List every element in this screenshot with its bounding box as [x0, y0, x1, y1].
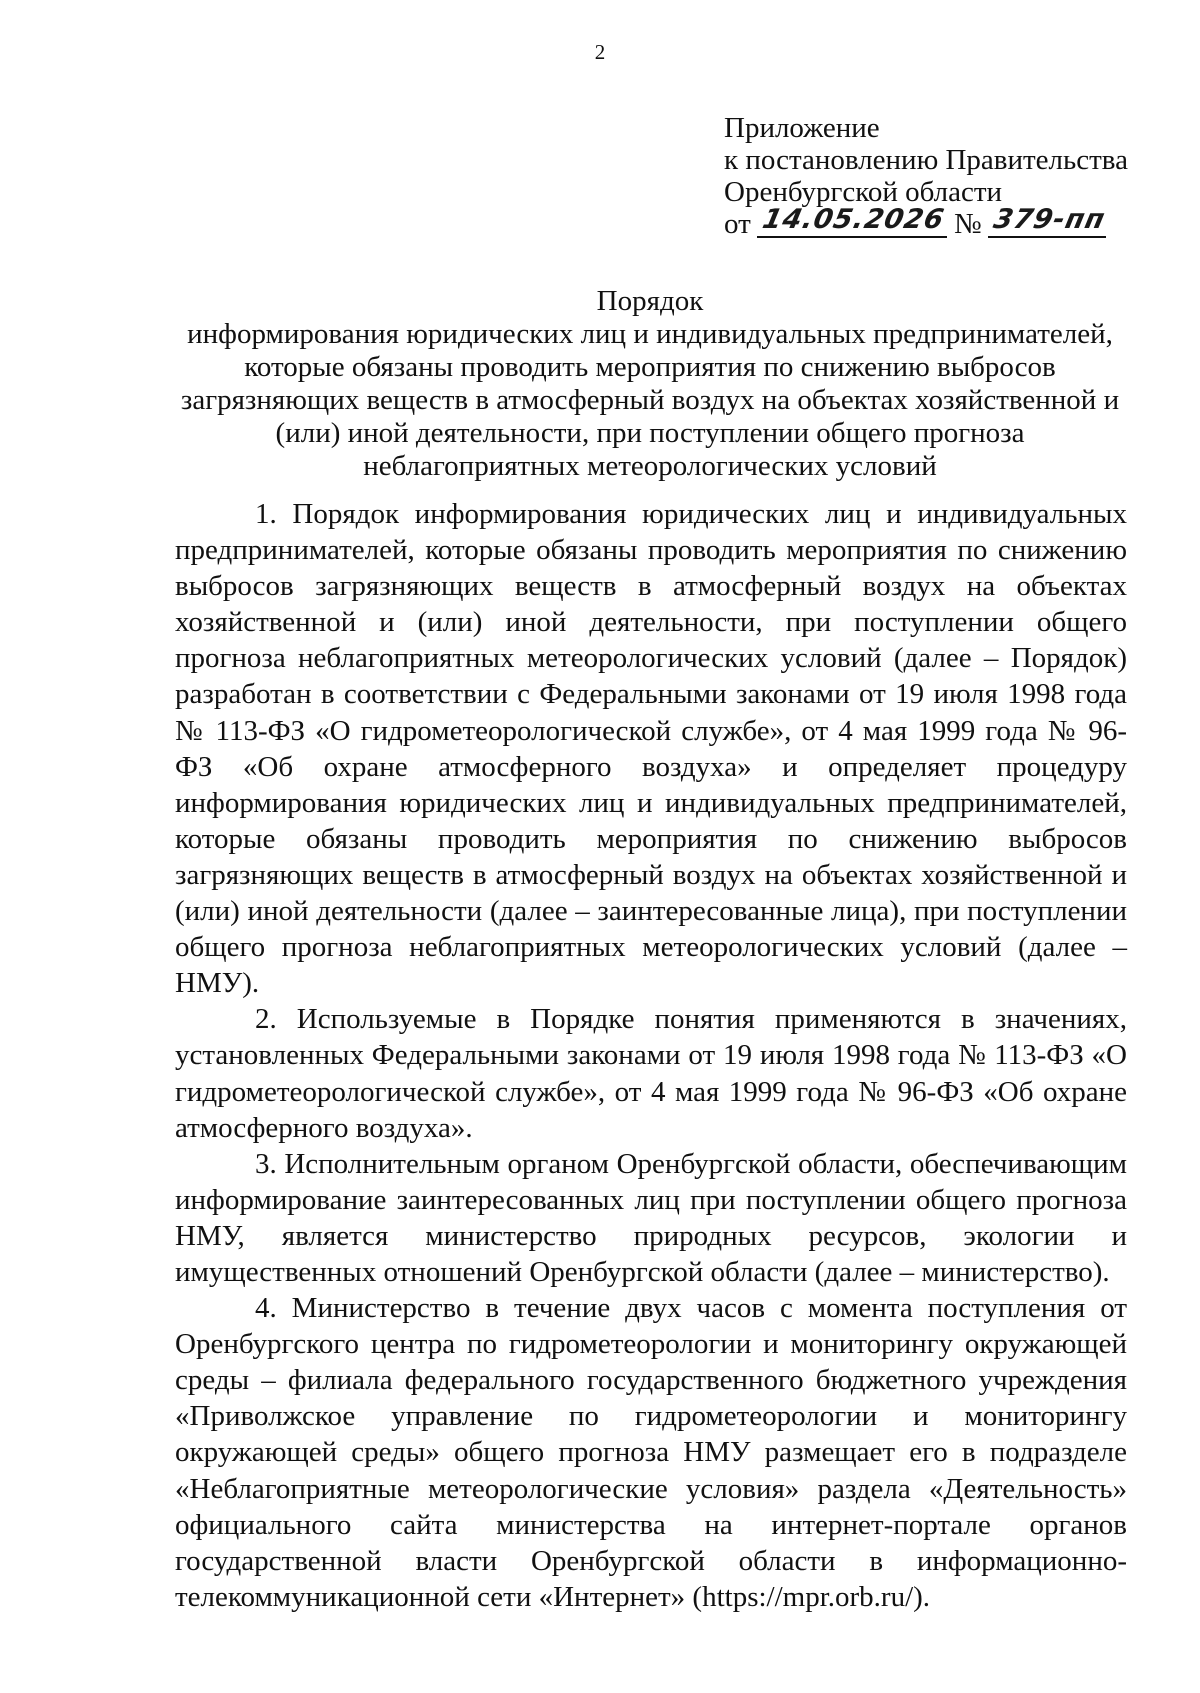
paragraph-1: 1. Порядок информирования юридических лиц и индивидуальных предпринимателей, которые обязаны проводить мероприятия по снижению выбросов загрязняющих веществ в атмосферный воздух на объектах хозяйственной и (или) иной деятельности, при поступлении общего прогноза неблагоприятных метеорологических условий (далее – Порядок) разработан в соответствии с Федеральными законами от 19 июля 1998 года № 113-ФЗ «О гидрометеорологической службе», от 4 мая 1999 года № 96-ФЗ «Об охране атмосферного воздуха» и определяет процедуру информирования юридических лиц и индивидуальных предпринимателей, которые обязаны проводить мероприятия по снижению выбросов загрязняющих веществ в атмосферный воздух на объектах хозяйственной и (или) иной деятельности (далее – заинтересованные лица), при поступлении общего прогноза неблагоприятных метеорологических условий (далее – НМУ). [175, 498, 1127, 1000]
paragraph-2: 2. Используемые в Порядке понятия применяются в значениях, установленных Федеральными законами от 19 июля 1998 года № 113-ФЗ «О гидрометеорологической службе», от 4 мая 1999 года № 96-ФЗ «Об охране атмосферного воздуха». [175, 1003, 1127, 1144]
number-underline [988, 236, 1106, 238]
date-underline [757, 236, 947, 238]
paragraph-3: 3. Исполнительным органом Оренбургской области, обеспечивающим информирование заинтересованных лиц при поступлении общего прогноза НМУ, является министерство природных ресурсов, экологии и имущественных отношений Оренбургской области (далее – министерство). [175, 1147, 1127, 1288]
handwritten-number [988, 204, 1109, 240]
page-number: 2 [594, 40, 606, 64]
document-body [175, 496, 1127, 1615]
number-value: 379-пп [990, 204, 1109, 235]
number-prefix: № [954, 208, 982, 240]
title-line: (или) иной деятельности, при поступлении общего прогноза [275, 417, 1025, 449]
paragraph-4: 4. Министерство в течение двух часов с момента поступления от Оренбургского центра по гидрометеорологии и мониторингу окружающей среды – филиала федерального государственного бюджетного учреждения «Приволжское управление по гидрометеорологии и мониторингу окружающей среды» общего прогноза НМУ размещает его в подразделе «Неблагоприятные метеорологические условия» раздела «Деятельность» официального сайта министерства на интернет-портале органов государственной власти Оренбургской области в информационно-телекоммуникационной сети «Интернет» (https://mpr.orb.ru/). [175, 1292, 1127, 1613]
appendix-region: Оренбургской области [724, 176, 1003, 208]
title-line: загрязняющих веществ в атмосферный воздух на объектах хозяйственной и [180, 384, 1120, 416]
date-value: 14.05.2026 [759, 204, 948, 235]
title-line: которые обязаны проводить мероприятия по снижению выбросов [244, 351, 1056, 383]
appendix-date-number-line [724, 204, 1164, 240]
appendix-heading: Приложение [724, 112, 880, 144]
title-heading: Порядок [596, 285, 704, 317]
handwritten-date [757, 204, 948, 240]
date-prefix: от [724, 208, 751, 240]
title-line: неблагоприятных метеорологических условий [363, 450, 937, 482]
appendix-block [724, 112, 1164, 240]
document-title [120, 285, 1180, 483]
title-line: информирования юридических лиц и индивидуальных предпринимателей, [187, 318, 1113, 350]
appendix-reference: к постановлению Правительства [724, 144, 1128, 176]
